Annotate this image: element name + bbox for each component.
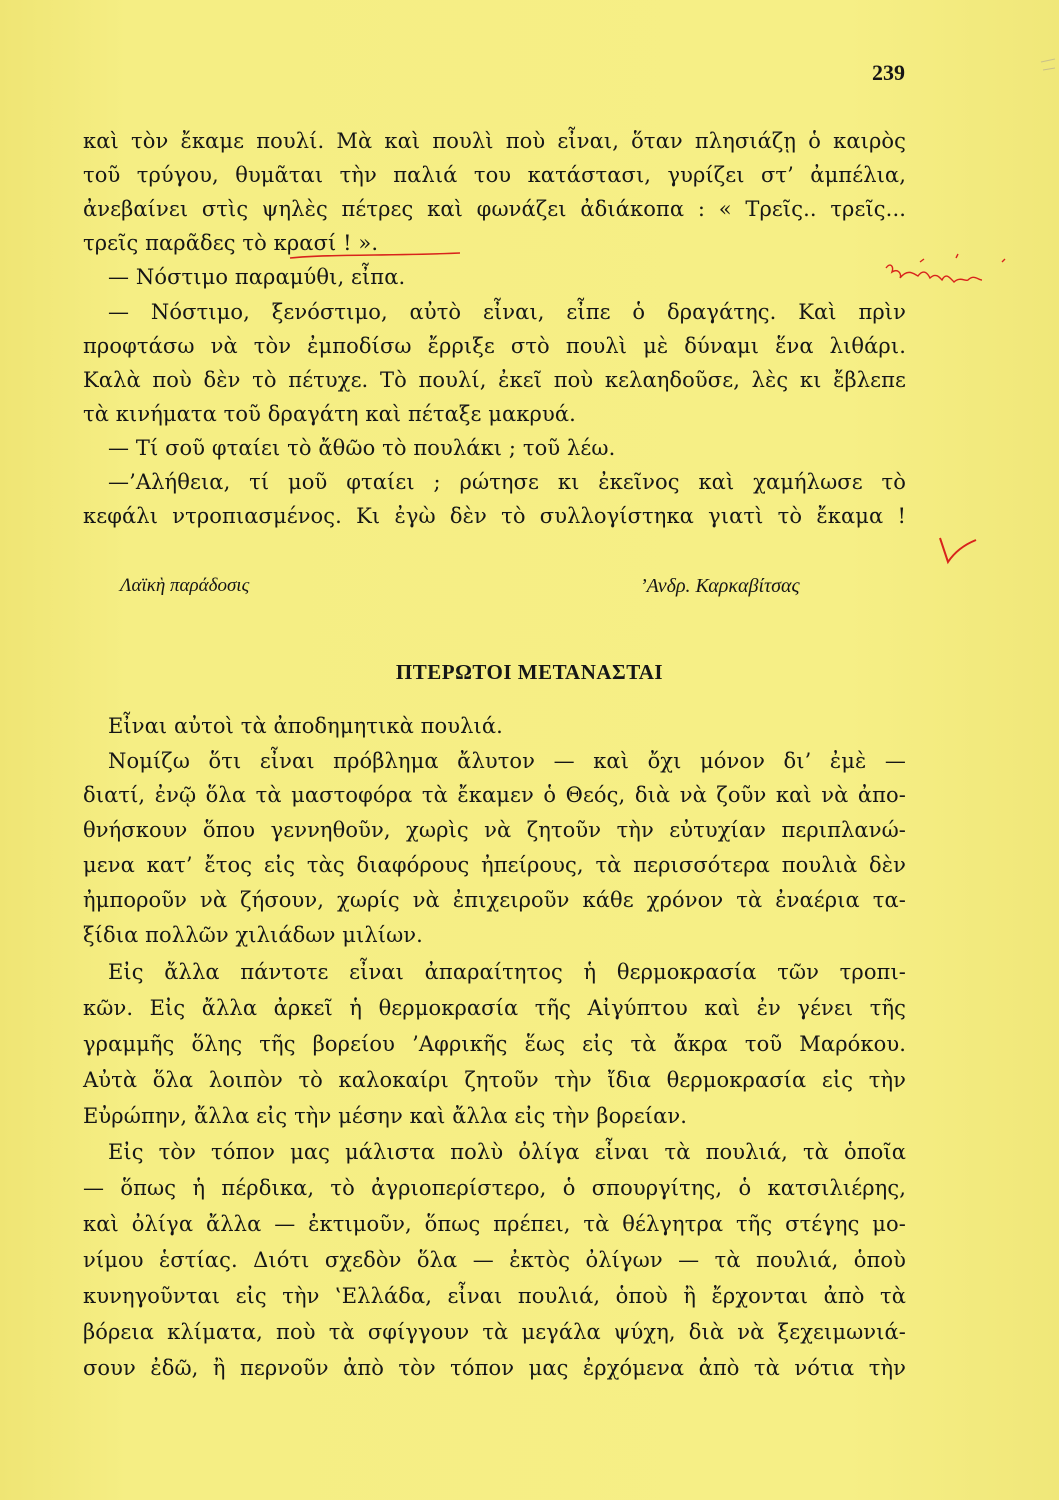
text-line: διατί, ἐνῷ ὅλα τὰ μαστοφόρα τὰ ἔκαμεν ὁ Θεός, διὰ νὰ ζοῦν καὶ νὰ ἀπο-	[83, 783, 906, 807]
text-line: κυνηγοῦνται εἰς τὴν ‛Ελλάδα, εἶναι πουλιά, ὁποὺ ἢ ἔρχονται ἀπὸ τὰ	[83, 1284, 906, 1308]
text-line: θνήσκουν ὅπου γεννηθοῦν, χωρὶς νὰ ζητοῦν τὴν εὐτυχίαν περιπλανώ-	[83, 818, 906, 842]
text-line: νίμου ἑστίας. Διότι σχεδὸν ὅλα — ἐκτὸς ὀλίγων — τὰ πουλιά, ὁποὺ	[83, 1248, 906, 1272]
corner-mark	[1041, 59, 1055, 70]
section-heading: ΠΤΕΡΩΤΟΙ ΜΕΤΑΝΑΣΤΑΙ	[395, 660, 664, 684]
text-line: ἀνεβαίνει στὶς ψηλὲς πέτρες καὶ φωνάζει ἀδιάκοπα : « Τρεῖς.. τρεῖς...	[83, 197, 906, 221]
text-line: Αὐτὰ ὅλα λοιπὸν τὸ καλοκαίρι ζητοῦν τὴν ἴδια θερμοκρασία εἰς τὴν	[83, 1068, 906, 1092]
text-line: —’Αλήθεια, τί μοῦ φταίει ; ρώτησε κι ἐκεῖνος καὶ χαμήλωσε τὸ	[108, 470, 906, 494]
text-line: καὶ ὀλίγα ἄλλα — ἐκτιμοῦν, ὅπως πρέπει, τὰ θέλγητρα τῆς στέγης μο-	[83, 1212, 906, 1236]
text-line: Νομίζω ὅτι εἶναι πρόβλημα ἄλυτον — καὶ ὄχι μόνον δι’ ἐμὲ —	[108, 749, 906, 773]
text-line: Εὐρώπην, ἄλλα εἰς τὴν μέσην καὶ ἄλλα εἰς τὴν βορείαν.	[83, 1104, 688, 1128]
text-line: καὶ τὸν ἔκαμε πουλί. Μὰ καὶ πουλὶ ποὺ εἶναι, ὅταν πλησιάζῃ ὁ καιρὸς	[83, 129, 906, 153]
text-line: — Τί σοῦ φταίει τὸ ἄθῶο τὸ πουλάκι ; τοῦ λέω.	[108, 436, 616, 460]
text-line: προφτάσω νὰ τὸν ἐμποδίσω ἔρριξε στὸ πουλὶ μὲ δύναμι ἕνα λιθάρι.	[83, 334, 906, 358]
source-left: Λαϊκὴ παράδοσις	[120, 575, 250, 596]
text-line: σουν ἐδῶ, ἢ περνοῦν ἀπὸ τὸν τόπον μας ἐρχόμενα ἀπὸ τὰ νότια τὴν	[83, 1356, 906, 1380]
text-line: Εἶναι αὐτοὶ τὰ ἀποδημητικὰ πουλιά.	[108, 714, 503, 738]
text-line: βόρεια κλίματα, ποὺ τὰ σφίγγουν τὰ μεγάλα ψύχη, διὰ νὰ ξεχειμωνιά-	[83, 1320, 906, 1344]
text-line: — Νόστιμο παραμύθι, εἶπα.	[108, 265, 406, 289]
text-line: — ὅπως ἡ πέρδικα, τὸ ἀγριοπερίστερο, ὁ σπουργίτης, ὁ κατσιλιέρης,	[83, 1176, 906, 1200]
source-author: ’Ανδρ. Καρκαβίτσας	[640, 575, 800, 597]
text-line: τοῦ τρύγου, θυμᾶται τὴν παλιά του κατάστασι, γυρίζει στ’ ἀμπέλια,	[83, 163, 906, 187]
text-line: Εἰς ἄλλα πάντοτε εἶναι ἀπαραίτητος ἡ θερμοκρασία τῶν τροπι-	[108, 960, 906, 984]
page-number: 239	[872, 60, 905, 85]
text-line: γραμμῆς ὅλης τῆς βορείου ’Αφρικῆς ἕως εἰς τὰ ἄκρα τοῦ Μαρόκου.	[83, 1032, 906, 1056]
text-line: κεφάλι ντροπιασμένος. Κι ἐγὼ δὲν τὸ συλλογίστηκα γιατὶ τὸ ἔκαμα !	[83, 504, 906, 528]
check-mark	[940, 538, 976, 562]
text-line: μενα κατ’ ἔτος εἰς τὰς διαφόρους ἠπείρους, τὰ περισσότερα πουλιὰ δὲν	[83, 853, 906, 877]
text-line: ἠμποροῦν νὰ ζήσουν, χωρίς νὰ ἐπιχειροῦν κάθε χρόνον τὰ ἐναέρια τα-	[83, 888, 906, 912]
text-line: ξίδια πολλῶν χιλιάδων μιλίων.	[83, 923, 423, 947]
text-line: τρεῖς παρᾶδες τὸ κρασί ! ».	[83, 231, 379, 255]
text-line: Εἰς τὸν τόπον μας μάλιστα πολὺ ὀλίγα εἶναι τὰ πουλιά, τὰ ὁποῖα	[108, 1140, 906, 1164]
text-line: — Νόστιμο, ξενόστιμο, αὐτὸ εἶναι, εἶπε ὁ δραγάτης. Καὶ πρὶν	[108, 300, 906, 324]
text-line: κῶν. Εἰς ἄλλα ἀρκεῖ ἡ θερμοκρασία τῆς Αἰγύπτου καὶ ἐν γένει τῆς	[83, 996, 906, 1020]
text-line: Καλὰ ποὺ δὲν τὸ πέτυχε. Τὸ πουλί, ἐκεῖ ποὺ κελαηδοῦσε, λὲς κι ἔβλεπε	[83, 368, 906, 392]
text-line: τὰ κινήματα τοῦ δραγάτη καὶ πέταξε μακρυά.	[83, 402, 576, 426]
